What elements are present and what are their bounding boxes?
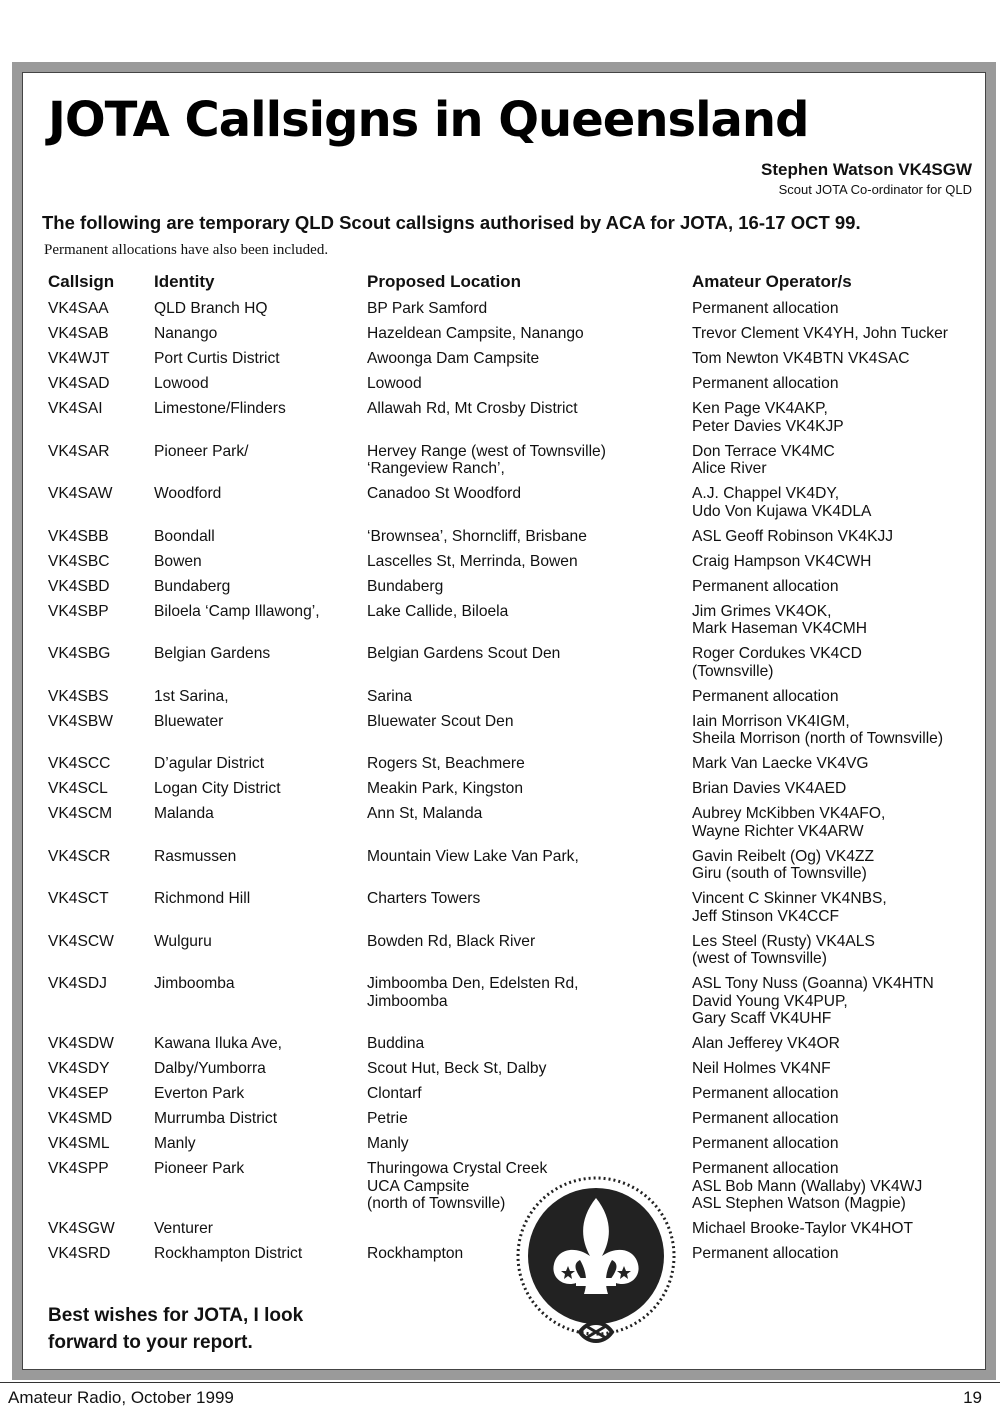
cell-operators <box>692 1035 840 1053</box>
cell-location <box>367 578 443 596</box>
location-line: Manly <box>367 1135 409 1152</box>
cell-location <box>367 375 422 393</box>
operator-line: ASL Bob Mann (Wallaby) VK4WJ <box>692 1177 923 1195</box>
cell-operators <box>692 780 846 798</box>
operator-line: Peter Davies VK4KJP <box>692 417 844 435</box>
location-line: Belgian Gardens Scout Den <box>367 645 561 662</box>
operator-line: Roger Cordukes VK4CD <box>692 645 862 662</box>
footer-rule <box>0 1382 1000 1383</box>
cell-callsign: VK4SML <box>48 1135 110 1152</box>
table-row <box>48 975 983 1035</box>
cell-operators <box>692 755 869 773</box>
cell-location <box>367 688 412 706</box>
table-row <box>48 300 983 325</box>
cell-callsign: VK4SBW <box>48 712 113 730</box>
cell-identity: Bluewater <box>154 712 224 730</box>
cell-location <box>367 1060 546 1078</box>
cell-location <box>367 713 514 731</box>
operator-line: A.J. Chappel VK4DY, <box>692 485 840 502</box>
cell-operators <box>692 350 910 368</box>
table-row <box>48 805 983 848</box>
operator-line: Alice River <box>692 460 767 477</box>
location-line: Rockhampton <box>367 1245 464 1262</box>
location-line: Bundaberg <box>367 577 444 595</box>
cell-identity: Everton Park <box>154 1085 245 1102</box>
author-block <box>761 160 972 197</box>
table-row <box>48 1035 983 1060</box>
cell-location <box>367 485 521 503</box>
cell-operators <box>692 300 839 318</box>
cell-identity: 1st Sarina, <box>154 687 229 705</box>
cell-identity: Manly <box>154 1135 196 1152</box>
operator-line: ASL Tony Nuss (Goanna) VK4HTN <box>692 975 934 992</box>
cell-location <box>367 975 579 1010</box>
cell-identity: Woodford <box>154 485 222 502</box>
note-text: Permanent allocations have also been included. <box>44 242 329 258</box>
cell-operators <box>692 645 862 680</box>
table-row <box>48 688 983 713</box>
cell-callsign: VK4SBB <box>48 527 109 545</box>
operator-line: Permanent allocation <box>692 1085 839 1102</box>
cell-callsign: VK4SBG <box>48 645 111 662</box>
cell-callsign: VK4SCW <box>48 932 114 950</box>
cell-identity: Limestone/Flinders <box>154 400 286 417</box>
cell-identity: QLD Branch HQ <box>154 300 268 317</box>
cell-identity: Bowen <box>154 552 202 570</box>
cell-operators <box>692 1245 839 1263</box>
cell-operators <box>692 553 871 571</box>
cell-operators <box>692 443 835 478</box>
cell-operators <box>692 890 887 925</box>
cell-callsign: VK4SPP <box>48 1160 109 1177</box>
cell-location <box>367 1245 463 1263</box>
cell-identity: Richmond Hill <box>154 890 251 907</box>
cell-identity: Lowood <box>154 375 209 392</box>
operator-line: Brian Davies VK4AED <box>692 780 847 797</box>
cell-identity: Port Curtis District <box>154 350 280 367</box>
cell-identity: Dalby/Yumborra <box>154 1060 266 1077</box>
cell-operators <box>692 1060 831 1078</box>
operator-line: Permanent allocation <box>692 375 839 392</box>
cell-callsign: VK4SCL <box>48 780 108 797</box>
cell-operators <box>692 1085 839 1103</box>
cell-location <box>367 780 523 798</box>
cell-location <box>367 890 480 908</box>
table-row <box>48 890 983 933</box>
cell-identity: Jimboomba <box>154 975 235 992</box>
location-line: BP Park Samford <box>367 300 488 317</box>
operator-line: Sheila Morrison (north of Townsville) <box>692 730 944 747</box>
location-line: Meakin Park, Kingston <box>367 780 524 797</box>
cell-callsign: VK4SCR <box>48 847 111 865</box>
cell-location <box>367 755 525 773</box>
operator-line: Permanent allocation <box>692 1135 839 1152</box>
cell-callsign: VK4SEP <box>48 1085 109 1102</box>
cell-callsign: VK4SBC <box>48 552 110 570</box>
cell-operators <box>692 578 839 596</box>
cell-identity: Pioneer Park <box>154 1160 245 1177</box>
header-operators: Amateur Operator/s <box>692 272 852 291</box>
cell-operators <box>692 375 839 393</box>
cell-callsign: VK4SBS <box>48 687 109 705</box>
cell-identity: Nanango <box>154 325 218 342</box>
operator-line: Permanent allocation <box>692 1245 839 1262</box>
operator-line: Permanent allocation <box>692 687 839 705</box>
table-header <box>48 272 983 300</box>
footer-publication: Amateur Radio, October 1999 <box>8 1388 234 1407</box>
location-line: ‘Brownsea’, Shorncliff, Brisbane <box>367 527 587 545</box>
cell-identity: D’agular District <box>154 755 265 772</box>
location-line: Ann St, Malanda <box>367 805 483 822</box>
cell-callsign: VK4SAA <box>48 300 109 317</box>
cell-identity: Rasmussen <box>154 847 237 865</box>
cell-location <box>367 1085 422 1103</box>
author-role: Scout JOTA Co-ordinator for QLD <box>778 182 972 197</box>
operator-line: Jeff Stinson VK4CCF <box>692 907 840 925</box>
table-row <box>48 713 983 756</box>
operator-line: Gavin Reibelt (Og) VK4ZZ <box>692 847 874 865</box>
cell-callsign: VK4SCT <box>48 890 109 907</box>
table-row <box>48 1060 983 1085</box>
cell-callsign: VK4SRD <box>48 1245 111 1262</box>
cell-operators <box>692 1220 913 1238</box>
article-frame <box>12 62 996 1380</box>
cell-location <box>367 553 578 571</box>
operator-line: Alan Jefferey VK4OR <box>692 1035 840 1052</box>
cell-operators <box>692 325 948 343</box>
operator-line: Giru (south of Townsville) <box>692 865 867 882</box>
cell-location <box>367 325 584 343</box>
operator-line: Permanent allocation <box>692 1160 839 1177</box>
operator-line: Wayne Richter VK4ARW <box>692 822 864 840</box>
location-line: (north of Townsville) <box>367 1195 506 1212</box>
cell-operators <box>692 688 839 706</box>
table-row <box>48 553 983 578</box>
cell-callsign: VK4SAW <box>48 485 113 502</box>
cell-identity: Wulguru <box>154 932 212 950</box>
operator-line: Tom Newton VK4BTN VK4SAC <box>692 350 910 367</box>
location-line: Petrie <box>367 1110 408 1127</box>
cell-callsign: VK4SAR <box>48 442 110 460</box>
table-row <box>48 578 983 603</box>
location-line: Hazeldean Campsite, Nanango <box>367 325 584 342</box>
table-row <box>48 485 983 528</box>
location-line: Buddina <box>367 1035 425 1052</box>
operator-line: Ken Page VK4AKP, <box>692 400 828 417</box>
article-title: JOTA Callsigns in Queensland <box>48 92 809 148</box>
cell-identity: Boondall <box>154 527 215 545</box>
location-line: Lake Callide, Biloela <box>367 602 509 620</box>
cell-operators <box>692 1160 922 1213</box>
location-line: ‘Rangeview Ranch’, <box>367 460 505 477</box>
cell-operators <box>692 485 871 520</box>
table-row <box>48 375 983 400</box>
cell-location <box>367 645 560 663</box>
cell-location <box>367 603 508 621</box>
scout-fleur-de-lis-emblem <box>510 1160 682 1360</box>
operator-line: Aubrey McKibben VK4AFO, <box>692 805 886 822</box>
cell-identity: Pioneer Park/ <box>154 442 249 460</box>
cell-identity: Belgian Gardens <box>154 645 271 662</box>
header-identity: Identity <box>154 272 215 291</box>
location-line: Scout Hut, Beck St, Dalby <box>367 1060 547 1077</box>
cell-operators <box>692 805 885 840</box>
header-callsign: Callsign <box>48 272 115 291</box>
closing-line-2: forward to your report. <box>48 1332 253 1353</box>
cell-operators <box>692 603 867 638</box>
table-row <box>48 528 983 553</box>
cell-location <box>367 443 606 478</box>
cell-location <box>367 400 578 418</box>
location-line: Jimboomba Den, Edelsten Rd, <box>367 975 579 992</box>
location-line: Awoonga Dam Campsite <box>367 350 540 367</box>
table-row <box>48 400 983 443</box>
location-line: Allawah Rd, Mt Crosby District <box>367 400 578 417</box>
table-row <box>48 780 983 805</box>
cell-callsign: VK4SAD <box>48 375 110 392</box>
footer-page-number: 19 <box>963 1388 982 1407</box>
table-row <box>48 645 983 688</box>
cell-callsign: VK4SDY <box>48 1060 110 1077</box>
cell-location <box>367 528 587 546</box>
cell-location <box>367 933 535 951</box>
location-line: Lowood <box>367 375 422 392</box>
author-name: Stephen Watson VK4SGW <box>761 160 972 179</box>
operator-line: ASL Geoff Robinson VK4KJJ <box>692 527 894 545</box>
cell-operators <box>692 528 893 546</box>
cell-location <box>367 350 539 368</box>
cell-operators <box>692 933 875 968</box>
cell-operators <box>692 713 943 748</box>
operator-line: (west of Townsville) <box>692 950 827 967</box>
table-body <box>48 300 983 1270</box>
cell-callsign: VK4SBD <box>48 577 110 595</box>
operator-line: Michael Brooke-Taylor VK4HOT <box>692 1220 913 1237</box>
location-line: Charters Towers <box>367 890 481 907</box>
location-line: UCA Campsite <box>367 1177 470 1195</box>
cell-callsign: VK4SMD <box>48 1110 113 1127</box>
location-line: Bowden Rd, Black River <box>367 932 536 950</box>
callsign-table <box>48 272 983 1262</box>
cell-callsign: VK4SDJ <box>48 975 107 992</box>
operator-line: Gary Scaff VK4UHF <box>692 1010 832 1027</box>
operator-line: ASL Stephen Watson (Magpie) <box>692 1195 906 1212</box>
location-line: Hervey Range (west of Townsville) <box>367 442 606 460</box>
cell-identity: Bundaberg <box>154 577 231 595</box>
operator-line: Vincent C Skinner VK4NBS, <box>692 890 887 907</box>
operator-line: Jim Grimes VK4OK, <box>692 602 832 620</box>
table-row <box>48 1110 983 1135</box>
table-row <box>48 350 983 375</box>
operator-line: Craig Hampson VK4CWH <box>692 552 872 570</box>
cell-identity: Venturer <box>154 1220 213 1237</box>
cell-location <box>367 1035 424 1053</box>
operator-line: Iain Morrison VK4IGM, <box>692 712 850 730</box>
cell-identity: Murrumba District <box>154 1110 278 1127</box>
cell-operators <box>692 848 874 883</box>
cell-callsign: VK4SAB <box>48 325 109 342</box>
cell-callsign: VK4SGW <box>48 1220 115 1237</box>
cell-operators <box>692 975 934 1028</box>
closing-message <box>48 1302 303 1356</box>
table-row <box>48 443 983 486</box>
operator-line: Permanent allocation <box>692 1110 839 1127</box>
operator-line: Udo Von Kujawa VK4DLA <box>692 502 872 520</box>
table-row <box>48 933 983 976</box>
closing-line-1: Best wishes for JOTA, I look <box>48 1305 304 1326</box>
location-line: Canadoo St Woodford <box>367 485 522 502</box>
operator-line: Permanent allocation <box>692 300 839 317</box>
location-line: Clontarf <box>367 1085 422 1102</box>
cell-callsign: VK4SAI <box>48 400 103 417</box>
intro-text: The following are temporary QLD Scout callsigns authorised by ACA for JOTA, 16-17 OCT 99. <box>42 212 861 233</box>
cell-location <box>367 848 579 866</box>
location-line: Mountain View Lake Van Park, <box>367 847 579 865</box>
cell-callsign: VK4SCC <box>48 755 111 772</box>
cell-location <box>367 1135 409 1153</box>
cell-operators <box>692 1135 839 1153</box>
cell-location <box>367 805 482 823</box>
cell-identity: Logan City District <box>154 780 281 797</box>
cell-identity: Biloela ‘Camp Illawong’, <box>154 602 320 620</box>
cell-location <box>367 300 487 318</box>
operator-line: Les Steel (Rusty) VK4ALS <box>692 932 875 950</box>
operator-line: Trevor Clement VK4YH, John Tucker <box>692 325 948 342</box>
location-line: Rogers St, Beachmere <box>367 755 525 772</box>
cell-operators <box>692 400 844 435</box>
cell-identity: Rockhampton District <box>154 1245 303 1262</box>
operator-line: Neil Holmes VK4NF <box>692 1060 831 1077</box>
location-line: Bluewater Scout Den <box>367 712 514 730</box>
table-row <box>48 603 983 646</box>
operator-line: Permanent allocation <box>692 577 839 595</box>
operator-line: David Young VK4PUP, <box>692 992 848 1010</box>
location-line: Jimboomba <box>367 992 448 1010</box>
operator-line: Mark Haseman VK4CMH <box>692 620 868 637</box>
header-location: Proposed Location <box>367 272 521 291</box>
location-line: Thuringowa Crystal Creek <box>367 1160 548 1177</box>
cell-callsign: VK4SDW <box>48 1035 114 1052</box>
cell-identity: Malanda <box>154 805 214 822</box>
table-row <box>48 1135 983 1160</box>
cell-operators <box>692 1110 839 1128</box>
cell-identity: Kawana Iluka Ave, <box>154 1035 283 1052</box>
operator-line: Don Terrace VK4MC <box>692 442 835 460</box>
cell-callsign: VK4SBP <box>48 602 109 620</box>
cell-location <box>367 1110 408 1128</box>
location-line: Sarina <box>367 687 413 705</box>
location-line: Lascelles St, Merrinda, Bowen <box>367 552 578 570</box>
table-row <box>48 755 983 780</box>
operator-line: (Townsville) <box>692 662 774 680</box>
cell-callsign: VK4SCM <box>48 805 113 822</box>
table-row <box>48 325 983 350</box>
table-row <box>48 848 983 891</box>
cell-callsign: VK4WJT <box>48 350 110 367</box>
operator-line: Mark Van Laecke VK4VG <box>692 755 869 772</box>
table-row <box>48 1085 983 1110</box>
